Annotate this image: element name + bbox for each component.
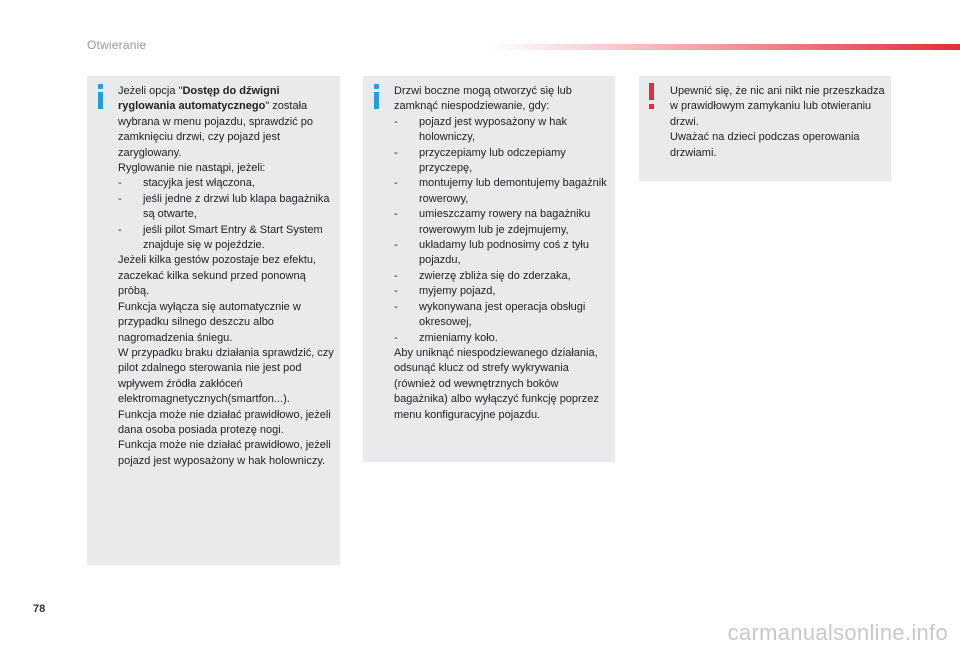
list-item: - zwierzę zbliża się do zderzaka, (394, 269, 571, 282)
info-note-box-lock-lever (87, 76, 340, 565)
info-icon (97, 84, 105, 110)
list-item: - przyczepiamy lub odczepiamy przyczepę, (394, 146, 566, 175)
paragraph: W przypadku braku działania sprawdzić, czy pilot zdalnego sterowania nie jest pod wpływem źródła zakłóceń elektromagnetycznych(smartfon...). (118, 346, 334, 406)
list-item: - stacyjka jest włączona, (118, 177, 255, 190)
list-item: - umieszczamy rowery na bagażniku rowerowym lub je zdejmujemy, (394, 208, 591, 236)
list-item: - wykonywana jest operacja obsługi okresowej, (394, 300, 586, 329)
info-icon (373, 84, 381, 110)
list-item: - myjemy pojazd, (394, 285, 496, 298)
lead-text: Drzwi boczne mogą otworzyć się lub zamknąć niespodziewanie, gdy: (394, 85, 572, 113)
list-item: - zmieniamy koło. (394, 331, 498, 344)
note-text (118, 84, 334, 469)
option-name: Dostęp do dźwigni ryglowania automatycznego (118, 85, 280, 113)
intro-paragraph: Jeżeli opcja "Dostęp do dźwigni ryglowania automatycznego" została wybrana w menu pojazdu, sprawdzić po zamknięciu drzwi, czy pojazd jest zaryglowany. (118, 85, 314, 159)
paragraph: Funkcja wyłącza się automatycznie w przypadku silnego deszczu albo nagromadzenia śniegu. (118, 300, 301, 344)
list-item: - układamy lub podnosimy coś z tyłu pojazdu, (394, 239, 589, 267)
paragraph: Funkcja może nie działać prawidłowo, jeżeli pojazd jest wyposażony w hak holowniczy. (118, 439, 331, 467)
header-accent-bar (490, 44, 960, 50)
warning-icon (648, 83, 656, 109)
list-item: - pojazd jest wyposażony w hak holowniczy, (394, 115, 567, 144)
lead-text: Ryglowanie nie nastąpi, jeżeli: (118, 162, 266, 175)
list-item: - jeśli pilot Smart Entry & Start System znajduje się w pojeździe. (118, 223, 323, 252)
warning-note-box (639, 76, 891, 181)
paragraph: Upewnić się, że nic ani nikt nie przeszkadza w prawidłowym zamykaniu lub otwieraniu drzwi. (670, 85, 885, 128)
section-title: Otwieranie (87, 38, 147, 52)
paragraph: Jeżeli kilka gestów pozostaje bez efektu, zaczekać kilka sekund przed ponowną próbą. (118, 254, 317, 298)
closing-paragraph: Aby uniknąć niespodziewanego działania, odsunąć klucz od strefy wykrywania (również od wewnętrznych boków bagażnika) albo wyłączyć funkcję poprzez menu konfiguracyjne pojazdu. (394, 346, 599, 421)
page-number: 78 (33, 603, 46, 615)
list-item: - montujemy lub demontujemy bagażnik rowerowy, (394, 177, 607, 205)
list-item: - jeśli jedne z drzwi lub klapa bagażnika są otwarte, (118, 192, 330, 221)
paragraph: Funkcja może nie działać prawidłowo, jeżeli dana osoba posiada protezę nogi. (118, 408, 331, 436)
note-text (394, 84, 609, 423)
watermark: carmanualsonline.info (727, 620, 948, 645)
paragraph: Uważać na dzieci podczas operowania drzwiami. (670, 131, 860, 159)
info-note-box-side-doors (363, 76, 615, 462)
note-text (670, 84, 885, 161)
